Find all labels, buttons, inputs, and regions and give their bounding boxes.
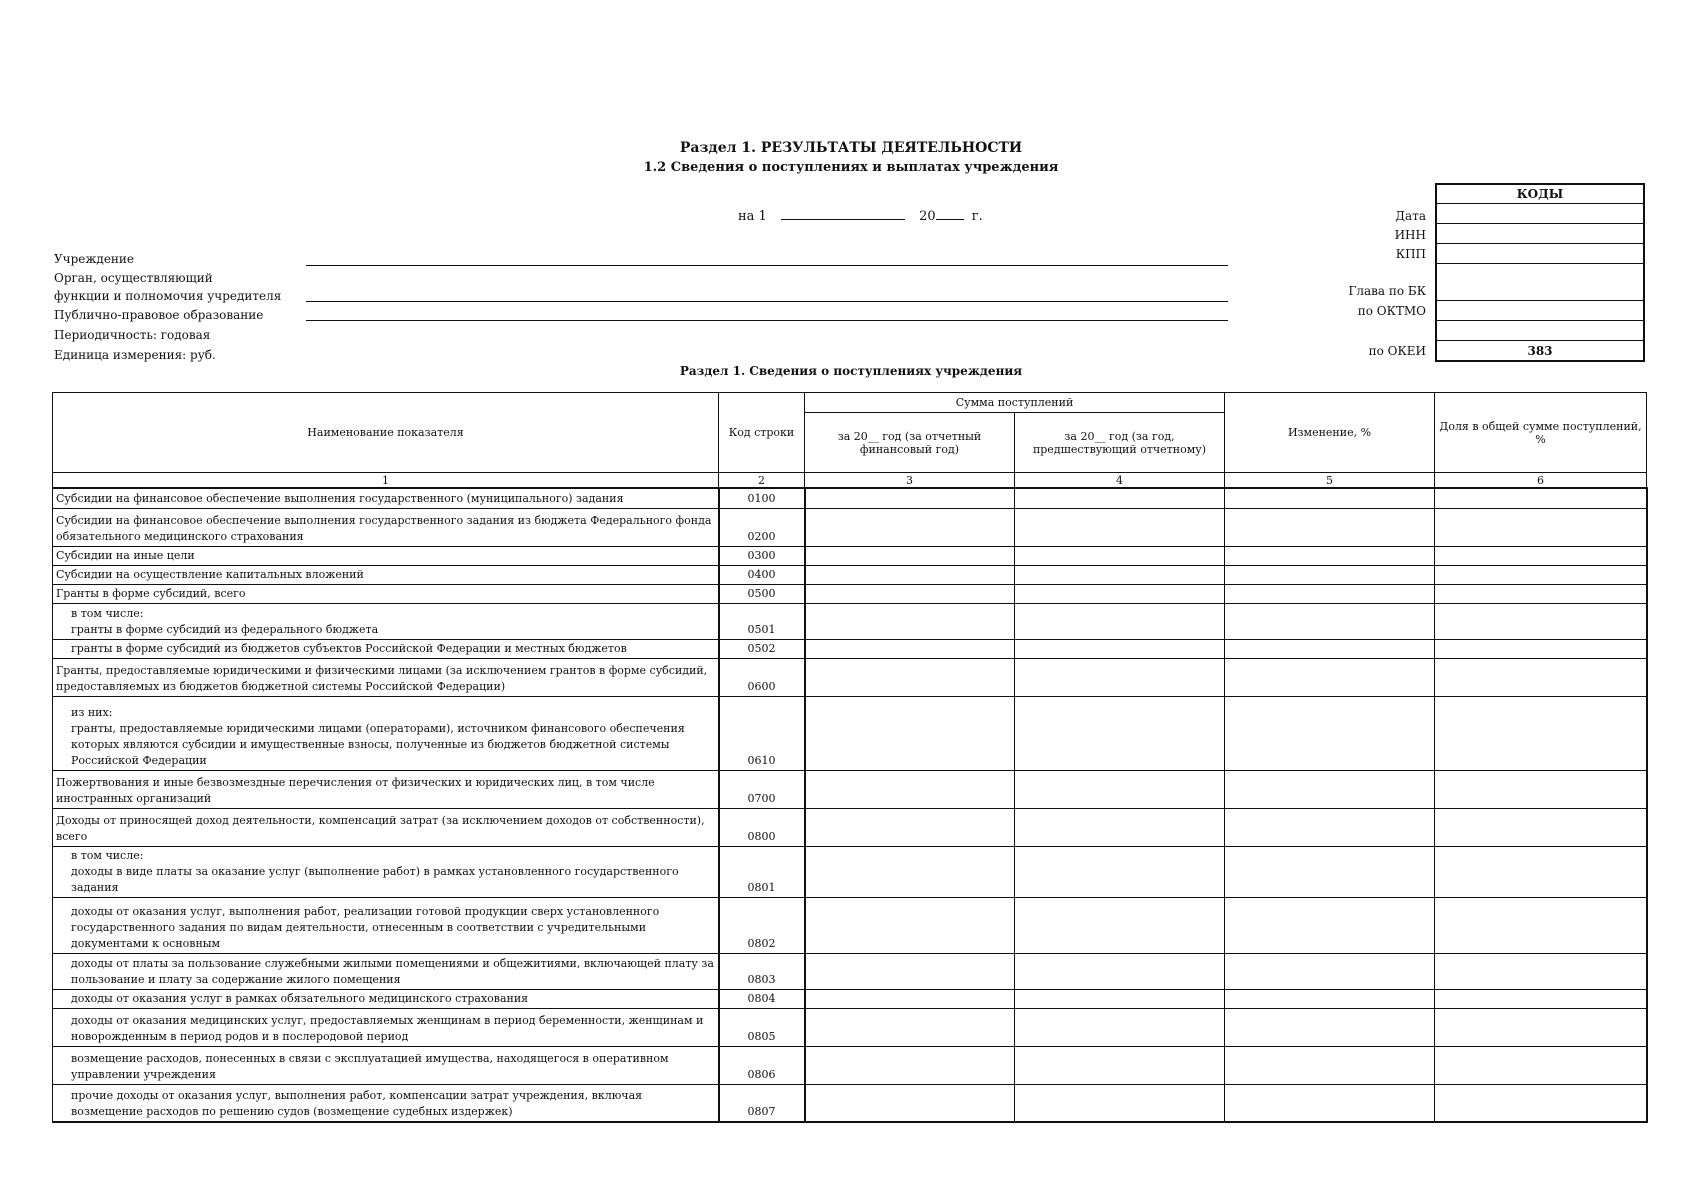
table-row (53, 953, 1647, 989)
cell-prev-year[interactable] (1015, 584, 1225, 603)
page-subtitle: 1.2 Сведения о поступлениях и выплатах учреждения (643, 160, 1059, 175)
periodicity-label: Периодичность: годовая (54, 328, 211, 342)
cell-prev-year[interactable] (1015, 696, 1225, 770)
cell-current-year[interactable] (805, 696, 1015, 770)
cell-share[interactable] (1435, 1046, 1647, 1084)
codes-table (1435, 183, 1645, 362)
table-row (53, 1008, 1647, 1046)
code-kpp-cell[interactable] (1436, 244, 1644, 264)
table-row (53, 770, 1647, 808)
table-row (53, 808, 1647, 846)
date-year-prefix: 20 (919, 209, 936, 224)
cell-prev-year[interactable] (1015, 989, 1225, 1008)
table-row (53, 846, 1647, 897)
cell-share[interactable] (1435, 565, 1647, 584)
code-label-okei: по ОКЕИ (1368, 344, 1426, 358)
cell-change[interactable] (1225, 584, 1435, 603)
code-blank-cell[interactable] (1436, 321, 1644, 341)
table-row (53, 1046, 1647, 1084)
date-year-field[interactable] (936, 207, 964, 220)
row-code: 0600 (719, 658, 805, 696)
col-num: 3 (805, 473, 1015, 489)
col-share-header: Доля в общей сумме поступлений, % (1435, 393, 1647, 473)
col-prev-year-header: за 20__ год (за год, предшествующий отчетному) (1015, 413, 1225, 473)
row-name: в том числе: доходы в виде платы за оказание услуг (выполнение работ) в рамках установленного государственного задания (53, 846, 719, 897)
cell-change[interactable] (1225, 508, 1435, 546)
cell-prev-year[interactable] (1015, 658, 1225, 696)
codes-header: КОДЫ (1436, 184, 1644, 204)
row-name: Субсидии на осуществление капитальных вложений (53, 565, 719, 584)
row-name: Субсидии на иные цели (53, 546, 719, 565)
cell-share[interactable] (1435, 546, 1647, 565)
row-code: 0802 (719, 897, 805, 953)
table-row (53, 1084, 1647, 1122)
row-name: доходы от оказания услуг в рамках обязательного медицинского страхования (53, 989, 719, 1008)
cell-share[interactable] (1435, 808, 1647, 846)
code-bk-cell[interactable] (1436, 264, 1644, 301)
table-row (53, 989, 1647, 1008)
table-row (53, 603, 1647, 639)
row-code: 0200 (719, 508, 805, 546)
row-code: 0700 (719, 770, 805, 808)
code-inn-cell[interactable] (1436, 224, 1644, 244)
cell-current-year[interactable] (805, 1046, 1015, 1084)
cell-prev-year[interactable] (1015, 808, 1225, 846)
table-row (53, 897, 1647, 953)
cell-current-year[interactable] (805, 565, 1015, 584)
col-num: 4 (1015, 473, 1225, 489)
cell-current-year[interactable] (805, 1084, 1015, 1122)
cell-change[interactable] (1225, 603, 1435, 639)
code-label-bk: Глава по БК (1348, 284, 1426, 298)
cell-share[interactable] (1435, 770, 1647, 808)
col-sum-group-header: Сумма поступлений (805, 393, 1225, 413)
cell-current-year[interactable] (805, 808, 1015, 846)
receipts-table (52, 392, 1648, 1123)
cell-share[interactable] (1435, 658, 1647, 696)
code-label-kpp: КПП (1395, 247, 1426, 261)
cell-current-year[interactable] (805, 488, 1015, 508)
cell-current-year[interactable] (805, 584, 1015, 603)
cell-share[interactable] (1435, 603, 1647, 639)
cell-current-year[interactable] (805, 989, 1015, 1008)
row-name: доходы от оказания медицинских услуг, предоставляемых женщинам в период беременности, женщинам и новорожденным в период родов и в послеродовой период (53, 1008, 719, 1046)
cell-change[interactable] (1225, 989, 1435, 1008)
cell-change[interactable] (1225, 565, 1435, 584)
row-code: 0610 (719, 696, 805, 770)
cell-prev-year[interactable] (1015, 1008, 1225, 1046)
code-date-cell[interactable] (1436, 204, 1644, 224)
institution-label: Учреждение (54, 252, 135, 266)
cell-change[interactable] (1225, 1046, 1435, 1084)
institution-field[interactable] (306, 265, 1228, 266)
cell-current-year[interactable] (805, 546, 1015, 565)
cell-change[interactable] (1225, 897, 1435, 953)
organ-label-line2: функции и полномочия учредителя (54, 289, 282, 303)
col-num: 2 (719, 473, 805, 489)
col-current-year-header: за 20__ год (за отчетный финансовый год) (805, 413, 1015, 473)
row-name: возмещение расходов, понесенных в связи с эксплуатацией имущества, находящегося в оперативном управлении учреждения (53, 1046, 719, 1084)
cell-share[interactable] (1435, 1084, 1647, 1122)
cell-change[interactable] (1225, 846, 1435, 897)
code-label-inn: ИНН (1394, 228, 1426, 242)
row-code: 0500 (719, 584, 805, 603)
cell-change[interactable] (1225, 953, 1435, 989)
date-prefix: на 1 (738, 209, 767, 224)
cell-change[interactable] (1225, 658, 1435, 696)
cell-change[interactable] (1225, 696, 1435, 770)
cell-share[interactable] (1435, 696, 1647, 770)
row-code: 0801 (719, 846, 805, 897)
cell-share[interactable] (1435, 1008, 1647, 1046)
date-day-field[interactable] (781, 207, 905, 220)
cell-share[interactable] (1435, 846, 1647, 897)
cell-share[interactable] (1435, 897, 1647, 953)
col-change-header: Изменение, % (1225, 393, 1435, 473)
public-entity-field[interactable] (306, 320, 1228, 321)
cell-change[interactable] (1225, 770, 1435, 808)
cell-current-year[interactable] (805, 603, 1015, 639)
table-row (53, 696, 1647, 770)
cell-prev-year[interactable] (1015, 770, 1225, 808)
table-row (53, 508, 1647, 546)
cell-change[interactable] (1225, 1008, 1435, 1046)
cell-share[interactable] (1435, 639, 1647, 658)
col-num: 6 (1435, 473, 1647, 489)
code-oktmo-cell[interactable] (1436, 301, 1644, 321)
cell-current-year[interactable] (805, 639, 1015, 658)
row-code: 0300 (719, 546, 805, 565)
cell-share[interactable] (1435, 584, 1647, 603)
cell-prev-year[interactable] (1015, 897, 1225, 953)
cell-prev-year[interactable] (1015, 1084, 1225, 1122)
row-name: прочие доходы от оказания услуг, выполнения работ, компенсации затрат учреждения, включая возмещение расходов по решению судов (возмещение судебных издержек) (53, 1084, 719, 1122)
row-name: в том числе: гранты в форме субсидий из федерального бюджета (53, 603, 719, 639)
code-okei-cell[interactable]: 383 (1436, 341, 1644, 362)
cell-change[interactable] (1225, 546, 1435, 565)
row-name: Гранты в форме субсидий, всего (53, 584, 719, 603)
row-code: 0100 (719, 488, 805, 508)
cell-prev-year[interactable] (1015, 639, 1225, 658)
row-code: 0807 (719, 1084, 805, 1122)
date-line (738, 207, 983, 224)
cell-change[interactable] (1225, 1084, 1435, 1122)
table-row (53, 639, 1647, 658)
cell-current-year[interactable] (805, 897, 1015, 953)
table-row (53, 488, 1647, 508)
cell-share[interactable] (1435, 953, 1647, 989)
col-code-header: Код строки (719, 393, 805, 473)
cell-change[interactable] (1225, 639, 1435, 658)
cell-current-year[interactable] (805, 846, 1015, 897)
code-label-oktmo: по ОКТМО (1357, 304, 1426, 318)
organ-label-line1: Орган, осуществляющий (54, 271, 213, 285)
page-title: Раздел 1. РЕЗУЛЬТАТЫ ДЕЯТЕЛЬНОСТИ (679, 140, 1023, 156)
cell-current-year[interactable] (805, 658, 1015, 696)
row-name: доходы от платы за пользование служебными жилыми помещениями и общежитиями, включающей плату за пользование и плату за содержание жилого помещения (53, 953, 719, 989)
table-row (53, 565, 1647, 584)
col-num: 1 (53, 473, 719, 489)
table-row (53, 546, 1647, 565)
col-num: 5 (1225, 473, 1435, 489)
cell-change[interactable] (1225, 488, 1435, 508)
cell-prev-year[interactable] (1015, 565, 1225, 584)
table-row (53, 658, 1647, 696)
cell-change[interactable] (1225, 808, 1435, 846)
col-name-header: Наименование показателя (53, 393, 719, 473)
row-name: гранты в форме субсидий из бюджетов субъектов Российской Федерации и местных бюджетов (53, 639, 719, 658)
row-code: 0803 (719, 953, 805, 989)
row-name: Доходы от приносящей доход деятельности, компенсаций затрат (за исключением доходов от собственности), всего (53, 808, 719, 846)
cell-prev-year[interactable] (1015, 508, 1225, 546)
cell-prev-year[interactable] (1015, 1046, 1225, 1084)
row-code: 0805 (719, 1008, 805, 1046)
unit-label: Единица измерения: руб. (54, 348, 216, 362)
public-entity-label: Публично-правовое образование (54, 308, 264, 322)
row-code: 0400 (719, 565, 805, 584)
cell-current-year[interactable] (805, 1008, 1015, 1046)
row-code: 0804 (719, 989, 805, 1008)
row-name: Субсидии на финансовое обеспечение выполнения государственного (муниципального) задания (53, 488, 719, 508)
cell-share[interactable] (1435, 488, 1647, 508)
row-name: из них: гранты, предоставляемые юридическими лицами (операторами), источником финансового обеспечения которых являются субсидии и имущественные взносы, полученные из бюджетов бюджетной системы Российской Федерации (53, 696, 719, 770)
row-name: Субсидии на финансовое обеспечение выполнения государственного задания из бюджета Федерального фонда обязательного медицинского страхования (53, 508, 719, 546)
row-code: 0806 (719, 1046, 805, 1084)
cell-current-year[interactable] (805, 508, 1015, 546)
row-code: 0502 (719, 639, 805, 658)
row-code: 0800 (719, 808, 805, 846)
cell-share[interactable] (1435, 989, 1647, 1008)
date-suffix: г. (971, 209, 983, 224)
row-code: 0501 (719, 603, 805, 639)
table-row (53, 584, 1647, 603)
cell-prev-year[interactable] (1015, 488, 1225, 508)
cell-prev-year[interactable] (1015, 546, 1225, 565)
cell-share[interactable] (1435, 508, 1647, 546)
row-name: доходы от оказания услуг, выполнения работ, реализации готовой продукции сверх установленного государственного задания по видам деятельности, отнесенным в соответствии с учредительными документами к основным (53, 897, 719, 953)
organ-field[interactable] (306, 301, 1228, 302)
cell-prev-year[interactable] (1015, 846, 1225, 897)
cell-prev-year[interactable] (1015, 603, 1225, 639)
cell-prev-year[interactable] (1015, 953, 1225, 989)
code-label-date: Дата (1395, 209, 1426, 223)
cell-current-year[interactable] (805, 953, 1015, 989)
row-name: Пожертвования и иные безвозмездные перечисления от физических и юридических лиц, в том числе иностранных организаций (53, 770, 719, 808)
row-name: Гранты, предоставляемые юридическими и физическими лицами (за исключением грантов в форме субсидий, предоставляемых из бюджетов бюджетной системы Российской Федерации) (53, 658, 719, 696)
table-title: Раздел 1. Сведения о поступлениях учреждения (679, 364, 1023, 378)
cell-current-year[interactable] (805, 770, 1015, 808)
